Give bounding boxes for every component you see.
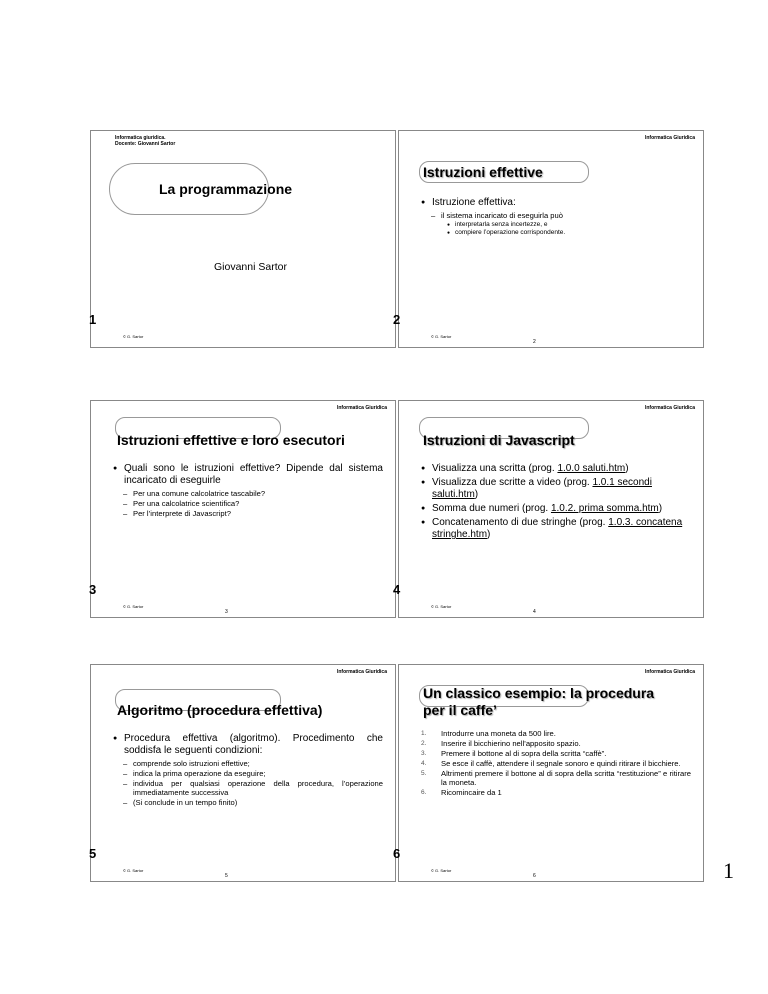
bullet-text: ) <box>625 463 629 474</box>
copyright: © G. Sartor <box>431 604 452 609</box>
bullet-text: ) <box>487 529 491 540</box>
sub-sub-bullet: ● interpretarla senza incertezze, e <box>421 221 691 229</box>
slide-title: Algoritmo (procedura effettiva) <box>117 702 323 718</box>
page-label: 5 <box>225 873 228 879</box>
step-item <box>421 739 691 748</box>
step-text: Se esce il caffè, attendere il segnale sonoro e quindi ritirare il bicchiere. <box>441 759 681 768</box>
step-number: 3. <box>421 750 427 757</box>
step-item <box>421 729 691 738</box>
step-text: Premere il bottone al di sopra della scritta “caffè”. <box>441 749 607 758</box>
slide-title: Istruzioni effettive e loro esecutori <box>117 432 345 448</box>
sub-bullet: – Per una calcolatrice scientifica? <box>113 499 383 508</box>
slide-course-info <box>115 135 175 147</box>
sub-bullet: – comprende solo istruzioni effettive; <box>113 759 383 768</box>
slide-title <box>423 685 654 719</box>
slide-header: Informatica Giuridica <box>336 669 387 675</box>
step-number: 6. <box>421 789 427 796</box>
slide-4 <box>393 400 704 618</box>
bullet: ● Istruzione effettiva: <box>421 197 691 209</box>
slide-title: Istruzioni effettive <box>423 164 543 180</box>
slide-body <box>421 463 691 543</box>
copyright: © G. Sartor <box>431 334 452 339</box>
program-link[interactable]: 1.0.0 saluti.htm <box>557 463 626 474</box>
title-line: per il caffe’ <box>423 702 497 718</box>
bullet-text: ) <box>658 503 663 514</box>
bullet: ● Procedura effettiva (algoritmo). Procedimento che soddisfa le seguenti condizioni: <box>113 733 383 757</box>
slide-header: Informatica Giuridica <box>644 669 695 675</box>
sub-bullet: – (Si conclude in un tempo finito) <box>113 798 383 807</box>
slide-title: La programmazione <box>159 181 293 197</box>
program-link[interactable]: 1.0.1 secondi saluti.htm <box>432 477 652 500</box>
step-number: 2. <box>421 740 427 747</box>
step-text: Introdurre una moneta da 500 lire. <box>441 729 556 738</box>
slide-header: Informatica Giuridica <box>336 405 387 411</box>
slide-1 <box>90 130 396 348</box>
slide-body <box>421 197 691 237</box>
bullet <box>421 463 691 475</box>
slide-body <box>113 463 383 519</box>
bullet <box>421 477 691 501</box>
bullet-text: Concatenamento di due stringhe (prog. <box>432 517 609 528</box>
slide-6 <box>393 664 704 882</box>
bullet-text: ) <box>474 489 479 500</box>
slide-body <box>421 729 691 798</box>
page-label: 2 <box>533 339 536 345</box>
step-item <box>421 769 691 787</box>
sub-sub-bullet: ● compiere l’operazione corrispondente. <box>421 229 691 237</box>
slide-number: 4 <box>393 582 401 597</box>
bullet <box>421 503 691 515</box>
program-link[interactable]: 1.0.2. prima somma.htm <box>550 503 659 514</box>
copyright: © G. Sartor <box>431 868 452 873</box>
step-number: 1. <box>421 730 427 737</box>
step-item <box>421 759 691 768</box>
step-number: 5. <box>421 770 427 777</box>
sub-bullet: – il sistema incaricato di eseguirla può <box>421 211 691 220</box>
program-link[interactable]: 1.0.3. concatena stringhe.htm <box>432 517 683 540</box>
step-item <box>421 788 691 797</box>
sub-bullet: – indica la prima operazione da eseguire; <box>113 769 383 778</box>
sub-bullet: – Per una comune calcolatrice tascabile? <box>113 489 383 498</box>
slide-3 <box>90 400 396 618</box>
sub-bullet: – individua per qualsiasi operazione della procedura, l’operazione immediatamente successiva <box>113 779 383 797</box>
copyright: © G. Sartor <box>123 334 144 339</box>
slide-header: Informatica Giuridica <box>644 135 695 141</box>
copyright: © G. Sartor <box>123 604 144 609</box>
bullet-text: Somma due numeri (prog. <box>432 503 551 514</box>
page-label: 3 <box>225 609 228 615</box>
slide-header: Informatica Giuridica <box>644 405 695 411</box>
step-text: Ricomincaire da 1 <box>441 788 502 797</box>
slide-body <box>113 733 383 808</box>
step-text: Inserire il bicchierino nell’apposito spazio. <box>441 739 581 748</box>
page-label: 4 <box>533 609 536 615</box>
bullet <box>421 517 691 541</box>
step-text: Altrimenti premere il bottone al di sopra della scritta “restituzione” e ritirare la moneta. <box>441 769 691 787</box>
course-line-1: Informatica giuridica. <box>115 135 166 141</box>
step-number: 4. <box>421 760 427 767</box>
slide-2 <box>393 130 704 348</box>
page-label: 6 <box>533 873 536 879</box>
page-number: 1 <box>723 858 734 883</box>
title-line: Un classico esempio: la procedura <box>423 685 655 701</box>
slide-title: Istruzioni di Javascript <box>423 432 575 448</box>
bullet-text: Visualizza una scritta (prog. <box>432 463 558 474</box>
slide-number: 3 <box>89 582 97 597</box>
bullet: ● Quali sono le istruzioni effettive? Dipende dal sistema incaricato di eseguirle <box>113 463 383 487</box>
slide-number: 1 <box>89 312 97 327</box>
course-line-2: Docente: Giovanni Sartor <box>115 141 176 147</box>
slide-number: 2 <box>393 312 401 327</box>
slide-5 <box>90 664 396 882</box>
slide-number: 6 <box>393 846 401 861</box>
bullet-text: Visualizza due scritte a video (prog. <box>432 477 593 488</box>
slide-number: 5 <box>89 846 97 861</box>
step-item <box>421 749 691 758</box>
slide-author: Giovanni Sartor <box>214 261 287 273</box>
copyright: © G. Sartor <box>123 868 144 873</box>
sub-bullet: – Per l’interprete di Javascript? <box>113 509 383 518</box>
